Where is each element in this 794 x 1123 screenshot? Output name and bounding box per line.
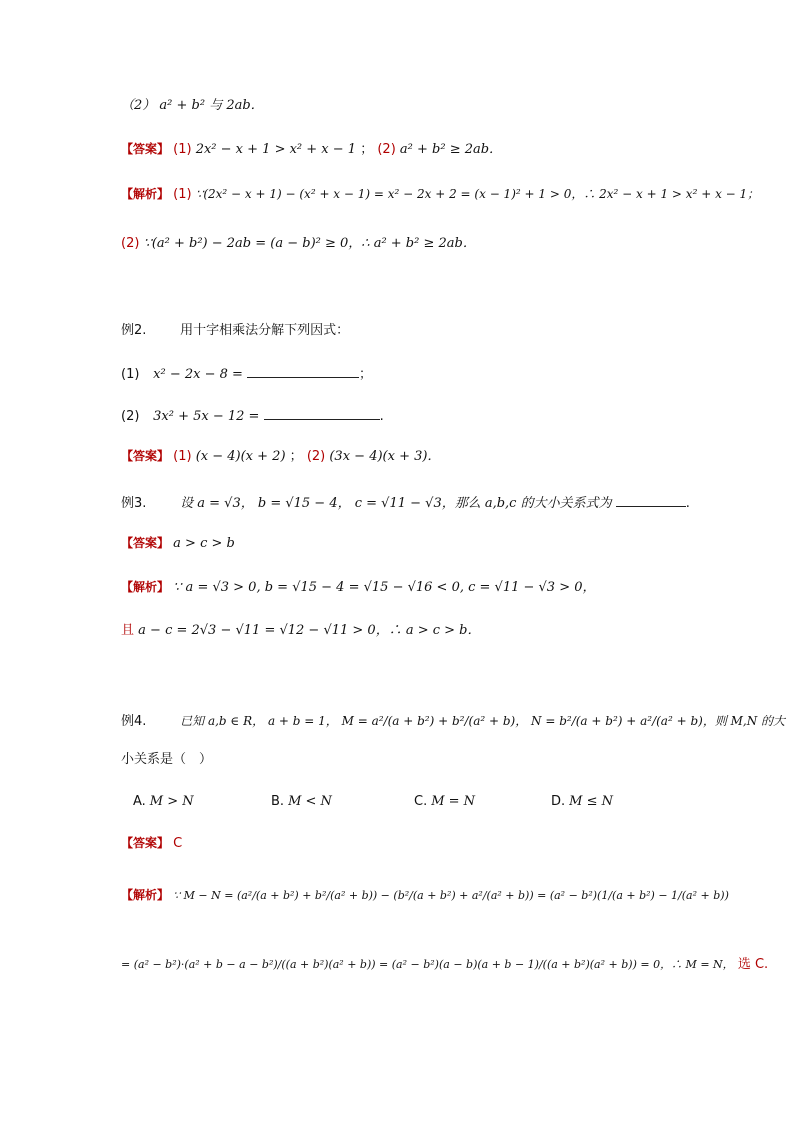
option-d-label: D. xyxy=(551,794,566,809)
analysis-tag: 【解析】 xyxy=(121,888,170,902)
ex4-analysis-1 xyxy=(121,885,729,906)
ex3-prompt: 设 a = √3， b = √15 − 4， c = √11 − √3，那么 a,b,c 的大小关系式为 xyxy=(180,496,612,511)
ex4-answer xyxy=(121,833,182,854)
answer-separator: ； xyxy=(289,449,303,464)
ex4-prompt: 已知 a,b ∈ R， a + b = 1， M = a²/(a + b²) + b²/(a² + b)， N = b²/(a + b²) + a²/(a² + b)，则 M,N 的大 xyxy=(180,714,786,728)
ex2-q1 xyxy=(121,363,372,385)
ex2-q2-text: 3x² + 5x − 12 = xyxy=(153,409,260,424)
ex2-q1-text: x² − 2x − 8 = xyxy=(153,367,243,382)
ex2-q2-number: (2) xyxy=(121,409,140,424)
ex4-analysis-2 xyxy=(121,955,768,975)
analysis-part-2: ∵(a² + b²) − 2ab = (a − b)² ≥ 0，∴ a² + b² ≥ 2ab． xyxy=(143,236,476,251)
ex4-prompt-2: 小关系是（ ） xyxy=(121,752,213,767)
answer-text: C xyxy=(173,836,183,851)
ex4-prompt-line-2 xyxy=(121,750,212,770)
analysis-tag: 【解析】 xyxy=(121,187,170,201)
answer-tag: 【答案】 xyxy=(121,536,170,550)
analysis-part-2-label: (2) xyxy=(121,236,144,251)
ex2-q2-blank[interactable] xyxy=(264,405,380,420)
option-c-text: M = N xyxy=(431,794,476,809)
ex3-label: 例3. xyxy=(121,496,147,511)
option-a[interactable] xyxy=(133,792,194,812)
answer-tag: 【答案】 xyxy=(121,836,170,850)
ex2-q1-number: (1) xyxy=(121,367,140,382)
answer-separator: ； xyxy=(360,142,374,157)
answer-part-1: 2x² − x + 1 > x² + x − 1 xyxy=(195,142,357,157)
analysis-line-2: = (a² − b²)·(a² + b − a − b²)/((a + b²)(a² + b)) = (a² − b²)(a − b)(a + b − 1)/((a + b²)(a² + b)) = 0，∴ M = N， xyxy=(121,958,734,971)
ex3-heading xyxy=(121,492,690,514)
analysis-line-2: a − c = 2√3 − √11 = √12 − √11 > 0，∴ a > c > b． xyxy=(138,623,481,638)
analysis-tag: 【解析】 xyxy=(121,580,170,594)
ex3-analysis-2 xyxy=(121,621,481,641)
ex2-prompt: 用十字相乘法分解下列因式： xyxy=(180,323,350,338)
option-a-text: M > N xyxy=(149,794,194,809)
ex2-q1-end: ； xyxy=(359,367,373,382)
analysis-part-1: ∵(2x² − x + 1) − (x² + x − 1) = x² − 2x + 2 = (x − 1)² + 1 > 0，∴ 2x² − x + 1 > x² + x − 1； xyxy=(195,187,760,201)
ex1-analysis-1 xyxy=(121,184,759,205)
answer-part-2: a² + b² ≥ 2ab． xyxy=(399,142,503,157)
answer-text: a > c > b xyxy=(173,536,235,551)
ex2-q2 xyxy=(121,405,384,427)
option-b[interactable] xyxy=(271,792,332,812)
ex3-answer xyxy=(121,533,235,554)
ex4-heading xyxy=(121,711,785,732)
ex1-answer xyxy=(121,139,502,160)
analysis-part-1-label: (1) xyxy=(173,187,196,202)
ex1-part2-text: （2） a² + b² 与 2ab． xyxy=(121,98,264,113)
answer-tag: 【答案】 xyxy=(121,449,170,463)
ex2-label: 例2. xyxy=(121,323,147,338)
ex3-analysis-1 xyxy=(121,577,596,598)
ex2-answer xyxy=(121,446,440,467)
ex2-heading xyxy=(121,321,349,341)
option-d[interactable] xyxy=(551,792,613,812)
option-d-text: M ≤ N xyxy=(569,794,613,809)
analysis-conclusion: 选 C. xyxy=(737,957,769,972)
ex4-label: 例4. xyxy=(121,714,147,729)
ex3-blank[interactable] xyxy=(616,492,686,507)
answer-part-2-label: (2) xyxy=(377,142,400,157)
answer-part-2-label: (2) xyxy=(306,449,330,464)
option-c-label: C. xyxy=(414,794,428,809)
option-b-label: B. xyxy=(271,794,285,809)
ex1-part2 xyxy=(121,96,264,116)
answer-part-1-label: (1) xyxy=(173,449,196,464)
ex1-analysis-2 xyxy=(121,234,476,254)
analysis-line-1: ∵ a = √3 > 0, b = √15 − 4 = √15 − √16 < 0, c = √11 − √3 > 0， xyxy=(173,580,596,595)
option-c[interactable] xyxy=(414,792,475,812)
answer-part-2: (3x − 4)(x + 3)． xyxy=(329,449,441,464)
ex2-q1-blank[interactable] xyxy=(247,363,359,378)
option-a-label: A. xyxy=(133,794,146,809)
option-b-text: M < N xyxy=(288,794,332,809)
analysis-line-1: ∵ M − N = (a²/(a + b²) + b²/(a² + b)) − (b²/(a + b²) + a²/(a² + b)) = (a² − b²)(1/(a + b²) − 1/(a² + b)) xyxy=(173,889,729,902)
ex3-prompt-end: . xyxy=(685,496,690,511)
analysis-line-2-prefix: 且 xyxy=(121,623,135,638)
answer-part-1-label: (1) xyxy=(173,142,196,157)
answer-part-1: (x − 4)(x + 2) xyxy=(195,449,286,464)
ex4-options xyxy=(121,792,661,812)
answer-tag: 【答案】 xyxy=(121,142,170,156)
ex2-q2-end: . xyxy=(379,409,384,424)
